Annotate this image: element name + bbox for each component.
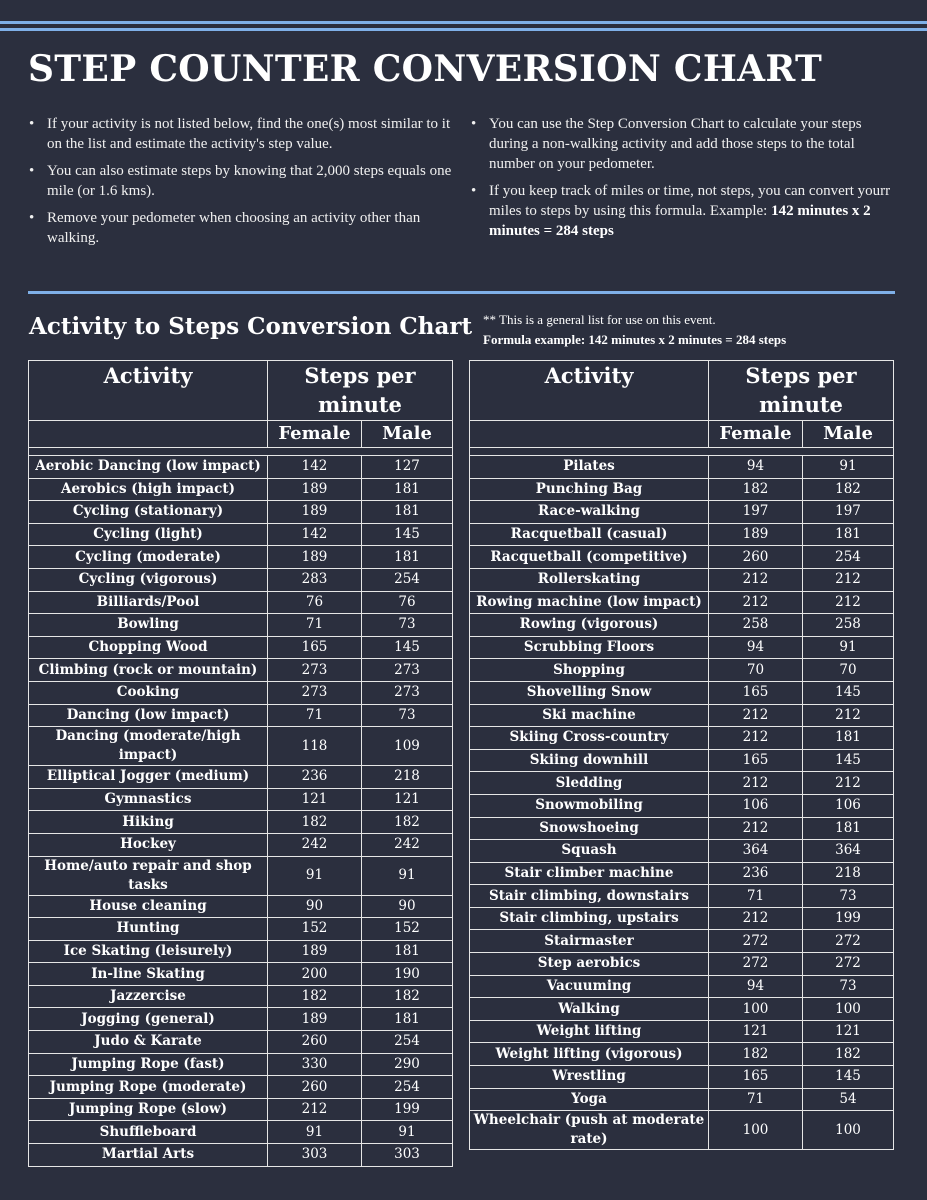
table-row (470, 546, 894, 569)
female-steps-cell: 212 (709, 591, 803, 614)
section-divider (28, 291, 895, 294)
male-steps-cell: 181 (803, 523, 894, 546)
activity-cell: Rowing (vigorous) (470, 614, 709, 637)
activity-cell: Cycling (light) (29, 523, 268, 546)
table-row (470, 1043, 894, 1066)
female-steps-cell: 100 (709, 1111, 803, 1150)
table-row (470, 953, 894, 976)
activity-cell: Cycling (stationary) (29, 501, 268, 524)
male-steps-cell: 121 (803, 1020, 894, 1043)
activity-cell: Stair climbing, downstairs (470, 885, 709, 908)
male-steps-cell: 273 (362, 681, 453, 704)
table-row (29, 856, 453, 895)
female-steps-cell: 100 (709, 998, 803, 1021)
table-row (470, 1020, 894, 1043)
male-steps-cell: 54 (803, 1088, 894, 1111)
table-row (470, 1111, 894, 1150)
activity-cell: Shopping (470, 659, 709, 682)
male-steps-cell: 121 (362, 788, 453, 811)
male-steps-cell: 199 (803, 907, 894, 930)
section-title: Activity to Steps Conversion Chart (29, 313, 473, 340)
activity-cell: Race-walking (470, 501, 709, 524)
female-steps-cell: 71 (268, 614, 362, 637)
intro-right-list (470, 114, 900, 248)
table-row (470, 885, 894, 908)
male-steps-cell: 152 (362, 918, 453, 941)
female-steps-cell: 236 (268, 766, 362, 789)
male-steps-cell: 91 (803, 636, 894, 659)
male-steps-cell: 182 (362, 811, 453, 834)
female-steps-cell: 182 (268, 811, 362, 834)
activity-cell: Shovelling Snow (470, 681, 709, 704)
activity-cell: Snowmobiling (470, 794, 709, 817)
activity-header: Activity (29, 361, 268, 421)
male-steps-cell: 181 (362, 501, 453, 524)
male-steps-cell: 290 (362, 1053, 453, 1076)
female-steps-cell: 189 (709, 523, 803, 546)
female-steps-cell: 182 (268, 985, 362, 1008)
activity-cell: Elliptical Jogger (medium) (29, 766, 268, 789)
female-steps-cell: 165 (709, 1066, 803, 1089)
intro-bullet (470, 181, 900, 241)
female-steps-cell: 189 (268, 940, 362, 963)
table-row (29, 833, 453, 856)
table-row (470, 1066, 894, 1089)
table-row (470, 862, 894, 885)
male-steps-cell: 254 (362, 1031, 453, 1054)
male-steps-cell: 212 (803, 568, 894, 591)
male-steps-cell: 90 (362, 895, 453, 918)
female-steps-cell: 212 (709, 907, 803, 930)
male-steps-cell: 91 (362, 1121, 453, 1144)
male-steps-cell: 100 (803, 998, 894, 1021)
male-steps-cell: 145 (362, 523, 453, 546)
activity-cell: Snowshoeing (470, 817, 709, 840)
female-steps-cell: 106 (709, 794, 803, 817)
male-steps-cell: 73 (803, 885, 894, 908)
steps-per-minute-header: Steps per minute (709, 361, 894, 421)
male-steps-cell: 91 (362, 856, 453, 895)
activity-cell: Dancing (moderate/high impact) (29, 727, 268, 766)
intro-bullet (28, 114, 460, 154)
female-steps-cell: 94 (709, 636, 803, 659)
activity-cell: Step aerobics (470, 953, 709, 976)
male-steps-cell: 272 (803, 930, 894, 953)
male-steps-cell: 254 (362, 568, 453, 591)
intro-bullet (28, 208, 460, 248)
female-steps-cell: 212 (709, 704, 803, 727)
table-row (470, 568, 894, 591)
male-steps-cell: 145 (362, 636, 453, 659)
activity-cell: Wrestling (470, 1066, 709, 1089)
table-row (29, 788, 453, 811)
female-steps-cell: 182 (709, 478, 803, 501)
table-row (470, 727, 894, 750)
male-header: Male (362, 421, 453, 448)
table-row (29, 659, 453, 682)
female-steps-cell: 118 (268, 727, 362, 766)
activity-cell: Scrubbing Floors (470, 636, 709, 659)
female-steps-cell: 94 (709, 456, 803, 479)
table-row (29, 811, 453, 834)
female-steps-cell: 121 (268, 788, 362, 811)
top-rule (0, 21, 927, 24)
male-steps-cell: 190 (362, 963, 453, 986)
male-steps-cell: 197 (803, 501, 894, 524)
female-steps-cell: 212 (709, 772, 803, 795)
intro-bullet-text: Remove your pedometer when choosing an activity other than walking. (47, 210, 421, 246)
female-steps-cell: 189 (268, 478, 362, 501)
male-steps-cell: 181 (803, 817, 894, 840)
activity-cell: Jumping Rope (fast) (29, 1053, 268, 1076)
table-row (29, 614, 453, 637)
male-steps-cell: 91 (803, 456, 894, 479)
table-row (29, 636, 453, 659)
female-steps-cell: 197 (709, 501, 803, 524)
female-steps-cell: 272 (709, 930, 803, 953)
table-row (29, 478, 453, 501)
activity-cell: Aerobic Dancing (low impact) (29, 456, 268, 479)
intro-bullet-text: You can use the Step Conversion Chart to calculate your steps during a non-walking activity and add those steps to the total number on your pedometer. (489, 116, 862, 172)
female-steps-cell: 283 (268, 568, 362, 591)
male-steps-cell: 273 (362, 659, 453, 682)
male-steps-cell: 364 (803, 840, 894, 863)
intro-bullet (28, 161, 460, 201)
table-row (470, 1088, 894, 1111)
activity-cell: Jazzercise (29, 985, 268, 1008)
female-steps-cell: 200 (268, 963, 362, 986)
activity-cell: Bowling (29, 614, 268, 637)
activity-cell: Ski machine (470, 704, 709, 727)
male-steps-cell: 242 (362, 833, 453, 856)
top-rule (0, 28, 927, 31)
activity-cell: Skiing downhill (470, 749, 709, 772)
table-row (470, 523, 894, 546)
table-row (470, 704, 894, 727)
table-row (29, 681, 453, 704)
table-row (29, 963, 453, 986)
female-steps-cell: 273 (268, 659, 362, 682)
table-row (29, 546, 453, 569)
conversion-table-right (469, 360, 894, 1150)
table-row (29, 985, 453, 1008)
female-steps-cell: 152 (268, 918, 362, 941)
activity-cell: Vacuuming (470, 975, 709, 998)
activity-cell: Home/auto repair and shop tasks (29, 856, 268, 895)
activity-cell: Gymnastics (29, 788, 268, 811)
activity-cell: Cycling (moderate) (29, 546, 268, 569)
activity-cell: Pilates (470, 456, 709, 479)
activity-cell: Jumping Rope (moderate) (29, 1076, 268, 1099)
activity-cell: Stair climber machine (470, 862, 709, 885)
female-steps-cell: 260 (268, 1031, 362, 1054)
female-header: Female (709, 421, 803, 448)
table-row (470, 478, 894, 501)
table-row (470, 659, 894, 682)
male-steps-cell: 109 (362, 727, 453, 766)
male-steps-cell: 181 (362, 940, 453, 963)
activity-cell: Shuffleboard (29, 1121, 268, 1144)
male-steps-cell: 100 (803, 1111, 894, 1150)
table-row (29, 1121, 453, 1144)
table-row (29, 895, 453, 918)
table-body (470, 456, 894, 1150)
activity-cell: Hunting (29, 918, 268, 941)
male-steps-cell: 73 (362, 704, 453, 727)
intro-bullet-text: If you keep track of miles or time, not steps, you can convert yourr miles to steps by using this formula. Example: (489, 183, 891, 219)
female-steps-cell: 142 (268, 456, 362, 479)
intro-bullet (470, 114, 900, 174)
table-body (29, 456, 453, 1167)
table-row (470, 907, 894, 930)
female-steps-cell: 212 (709, 568, 803, 591)
female-steps-cell: 260 (709, 546, 803, 569)
male-steps-cell: 181 (362, 478, 453, 501)
activity-cell: Cooking (29, 681, 268, 704)
activity-cell: House cleaning (29, 895, 268, 918)
activity-cell: Aerobics (high impact) (29, 478, 268, 501)
activity-cell: Racquetball (casual) (470, 523, 709, 546)
male-steps-cell: 182 (803, 478, 894, 501)
activity-cell: Stairmaster (470, 930, 709, 953)
male-steps-cell: 145 (803, 681, 894, 704)
activity-cell: Punching Bag (470, 478, 709, 501)
header-gap (470, 448, 894, 456)
female-steps-cell: 212 (268, 1098, 362, 1121)
female-steps-cell: 71 (709, 1088, 803, 1111)
female-steps-cell: 165 (709, 749, 803, 772)
table-row (29, 456, 453, 479)
table-row (29, 591, 453, 614)
table-row (29, 1076, 453, 1099)
table-row (29, 1031, 453, 1054)
female-steps-cell: 121 (709, 1020, 803, 1043)
activity-cell: Wheelchair (push at moderate rate) (470, 1111, 709, 1150)
male-steps-cell: 199 (362, 1098, 453, 1121)
table-row (470, 456, 894, 479)
table-row (470, 591, 894, 614)
female-steps-cell: 189 (268, 1008, 362, 1031)
activity-cell: Climbing (rock or mountain) (29, 659, 268, 682)
female-steps-cell: 272 (709, 953, 803, 976)
table-row (29, 727, 453, 766)
table-row (470, 930, 894, 953)
female-steps-cell: 165 (709, 681, 803, 704)
female-steps-cell: 330 (268, 1053, 362, 1076)
female-steps-cell: 236 (709, 862, 803, 885)
male-steps-cell: 303 (362, 1144, 453, 1167)
male-steps-cell: 182 (803, 1043, 894, 1066)
table-row (470, 501, 894, 524)
table-row (470, 840, 894, 863)
activity-cell: Judo & Karate (29, 1031, 268, 1054)
general-list-note: ** This is a general list for use on this event. (483, 312, 716, 327)
activity-cell: Billiards/Pool (29, 591, 268, 614)
header-gap (29, 448, 453, 456)
activity-cell: Martial Arts (29, 1144, 268, 1167)
intro-bullet-text: If your activity is not listed below, find the one(s) most similar to it on the list and estimate the activity's step value. (47, 116, 451, 152)
table-row (29, 568, 453, 591)
table-row (29, 766, 453, 789)
female-steps-cell: 189 (268, 501, 362, 524)
activity-cell: Rollerskating (470, 568, 709, 591)
male-steps-cell: 76 (362, 591, 453, 614)
female-steps-cell: 91 (268, 856, 362, 895)
activity-cell: Skiing Cross-country (470, 727, 709, 750)
male-steps-cell: 106 (803, 794, 894, 817)
table-row (470, 681, 894, 704)
male-steps-cell: 218 (803, 862, 894, 885)
activity-cell: Squash (470, 840, 709, 863)
female-steps-cell: 76 (268, 591, 362, 614)
male-header: Male (803, 421, 894, 448)
female-steps-cell: 303 (268, 1144, 362, 1167)
formula-note: Formula example: 142 minutes x 2 minutes = 284 steps (483, 332, 787, 347)
page-title: STEP COUNTER CONVERSION CHART (28, 48, 823, 90)
female-steps-cell: 189 (268, 546, 362, 569)
male-steps-cell: 212 (803, 591, 894, 614)
activity-cell: Walking (470, 998, 709, 1021)
table-row (470, 636, 894, 659)
table-row (29, 940, 453, 963)
female-steps-cell: 364 (709, 840, 803, 863)
activity-cell: Chopping Wood (29, 636, 268, 659)
female-header: Female (268, 421, 362, 448)
activity-cell: Hockey (29, 833, 268, 856)
activity-cell: Hiking (29, 811, 268, 834)
male-steps-cell: 258 (803, 614, 894, 637)
male-steps-cell: 145 (803, 749, 894, 772)
activity-header: Activity (470, 361, 709, 421)
table-row (29, 523, 453, 546)
activity-cell: Weight lifting (470, 1020, 709, 1043)
male-steps-cell: 181 (362, 1008, 453, 1031)
activity-cell: Ice Skating (leisurely) (29, 940, 268, 963)
table-row (470, 998, 894, 1021)
male-steps-cell: 182 (362, 985, 453, 1008)
female-steps-cell: 71 (268, 704, 362, 727)
activity-cell: Yoga (470, 1088, 709, 1111)
female-steps-cell: 91 (268, 1121, 362, 1144)
intro-bullet-text: You can also estimate steps by knowing that 2,000 steps equals one mile (or 1.6 kms). (47, 163, 452, 199)
intro-left-list (28, 114, 460, 255)
male-steps-cell: 254 (803, 546, 894, 569)
activity-cell: Weight lifting (vigorous) (470, 1043, 709, 1066)
table-row (29, 1098, 453, 1121)
female-steps-cell: 70 (709, 659, 803, 682)
table-row (470, 817, 894, 840)
male-steps-cell: 181 (803, 727, 894, 750)
table-row (29, 1053, 453, 1076)
table-row (470, 614, 894, 637)
male-steps-cell: 212 (803, 772, 894, 795)
male-steps-cell: 218 (362, 766, 453, 789)
table-row (29, 704, 453, 727)
male-steps-cell: 145 (803, 1066, 894, 1089)
male-steps-cell: 212 (803, 704, 894, 727)
female-steps-cell: 212 (709, 817, 803, 840)
female-steps-cell: 212 (709, 727, 803, 750)
male-steps-cell: 127 (362, 456, 453, 479)
female-steps-cell: 242 (268, 833, 362, 856)
table-row (29, 1144, 453, 1167)
table-row (470, 749, 894, 772)
activity-cell: Jogging (general) (29, 1008, 268, 1031)
table-row (470, 975, 894, 998)
female-steps-cell: 273 (268, 681, 362, 704)
female-steps-cell: 182 (709, 1043, 803, 1066)
male-steps-cell: 272 (803, 953, 894, 976)
table-row (29, 918, 453, 941)
activity-cell: Stair climbing, upstairs (470, 907, 709, 930)
table-row (29, 1008, 453, 1031)
female-steps-cell: 258 (709, 614, 803, 637)
activity-cell: Jumping Rope (slow) (29, 1098, 268, 1121)
conversion-table-left (28, 360, 453, 1167)
activity-cell: Racquetball (competitive) (470, 546, 709, 569)
female-steps-cell: 260 (268, 1076, 362, 1099)
male-steps-cell: 73 (803, 975, 894, 998)
activity-cell: Rowing machine (low impact) (470, 591, 709, 614)
steps-per-minute-header: Steps per minute (268, 361, 453, 421)
male-steps-cell: 73 (362, 614, 453, 637)
activity-subheader-blank (29, 421, 268, 448)
male-steps-cell: 254 (362, 1076, 453, 1099)
activity-cell: Dancing (low impact) (29, 704, 268, 727)
female-steps-cell: 90 (268, 895, 362, 918)
female-steps-cell: 71 (709, 885, 803, 908)
male-steps-cell: 70 (803, 659, 894, 682)
activity-cell: In-line Skating (29, 963, 268, 986)
formula-example-bold: 142 minutes x 2 minutes = 284 steps (489, 203, 871, 239)
table-row (470, 794, 894, 817)
female-steps-cell: 142 (268, 523, 362, 546)
male-steps-cell: 181 (362, 546, 453, 569)
table-row (470, 772, 894, 795)
activity-cell: Cycling (vigorous) (29, 568, 268, 591)
female-steps-cell: 94 (709, 975, 803, 998)
activity-cell: Sledding (470, 772, 709, 795)
table-row (29, 501, 453, 524)
activity-subheader-blank (470, 421, 709, 448)
female-steps-cell: 165 (268, 636, 362, 659)
